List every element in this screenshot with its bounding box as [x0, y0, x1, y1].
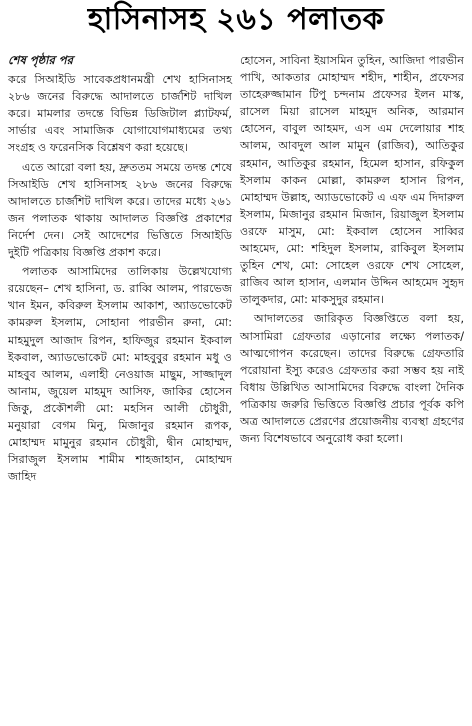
article-paragraph: পলাতক আসামিদের তালিকায় উল্লেখযোগ্য রয়েছেন– শেখ হাসিনা, ড. রাব্বি আলম, পারভেজ খান ইমন, কবিরুল ইসলাম আকাশ, অ্যাডভোকেট কামরুল ইসলাম, সোহানা পারভীন রুনা, মো: মাহমুদুল আজাদ রিপন, হাফিজুর রহমান ইকবাল ইকবাল, অ্যাডভোকেট মো: মাহবুবুর রহমান মধু ও মাহবুব আলম, এলাহী নেওয়াজ মাছুম, সাজ্জাদুল আনাম, জুয়েল মাহমুদ আসিফ, জাকির হোসেন জিকু, প্রকৌশলী মো: মহসিন আলী চৌধুরী, মনুয়ারা বেগম মিনু, মিজানুর রহমান রূপক, মোহাম্মদ মামুনুর রহমান চৌধুরী, দ্বীন মোহাম্মদ, সিরাজুল ইসলাম শামীম শাহজাহান, মোহাম্মদ জাহিদ [8, 265, 232, 484]
article-paragraph: আদালতের জারিকৃত বিজ্ঞপ্তিতে বলা হয়, আসামিরা গ্রেফতার এড়ানোর লক্ষ্যে পলাতক/আত্মগোপন করেছেন। তাদের বিরুদ্ধে গ্রেফতারি পরোয়ানা ইস্যু করেও গ্রেফতার করা সম্ভব হয় নাই বিধায় উল্লিখিত আসামিদের বিরুদ্ধে বাংলা দৈনিক পত্রিকায় জরুরি ভিত্তিতে বিজ্ঞপ্তি প্রচার পূর্বক কপি অত্র আদালতে প্রেরণের প্রয়োজনীয় ব্যবস্থা গ্রহণের জন্য বিশেষভাবে অনুরোধ করা হলো। [240, 312, 464, 446]
article-paragraph: হোসেন, সাবিনা ইয়াসমিন তুহিন, আজিদা পারভীন পাখি, আকতার মোহাম্মদ শহীদ, শাহীন, প্রফেসর তাহেরুজ্জামান টিপু চন্দনাম প্রফেসর ইলন মাস্ক, রাসেল মিয়া রাসেল মাহমুদ অনিক, আরমান হোসেন, বাবুল আহমদ, এস এম দেলোয়ার শাহ আলম, আবদুল আল মামুন (রাজিব), আতিকুর রহমান, আতিকুর রহমান, হিমেল হাসান, রফিকুল ইসলাম কাকন মোল্লা, কামরুল হাসান রিপন, মোহাম্মদ উল্লাহ, অ্যাডভোকেট এ এফ এম দিদারুল ইসলাম, মিজানুর রহমান মিজান, রিয়াজুল ইসলাম ওরফে মাসুম, মো: ইকবাল হোসেন সাব্বির আহমেদ, মো: শহিদুল ইসলাম, রাকিবুল ইসলাম তুহিন শেখ, মো: সোহেল ওরফে শেখ সোহেল, রাজিব আল হাসান, এলমান উদ্দিন আহমেদ সুহৃদ তালুকদার, মো: মাকসুদুর রহমান। [240, 54, 464, 307]
left-column [8, 52, 232, 485]
headline: হাসিনাসহ ২৬১ পলাতক [87, 1, 385, 37]
page-bottom-edge [0, 716, 472, 726]
article-paragraph: করে সিআইডি সাবেকপ্রধানমন্ত্রী শেখ হাসিনাসহ ২৮৬ জনের বিরুদ্ধে আদালতে চার্জশিট দাখিল করে। মামলার তদন্তে বিভিন্ন ডিজিটাল প্ল্যাটফর্ম, সার্ভার এবং সামাজিক যোগাযোগমাধ্যমের তথ্য সংগ্রহ ও ফরেনসিক বিশ্লেষণ করা হয়েছে। [8, 73, 232, 155]
kicker-continued-from: শেষ পৃষ্ঠার পর [8, 53, 73, 67]
right-column [240, 52, 464, 447]
article-paragraph: এতে আরো বলা হয়, দ্রুততম সময়ে তদন্ত শেষে সিআইডি শেখ হাসিনাসহ ২৮৬ জনের বিরুদ্ধে আদালতে চার্জশিট দাখিল করে। তাদের মধ্যে ২৬১ জন পলাতক থাকায় আদালত বিজ্ঞপ্তি প্রকাশের নির্দেশ দেন। সেই আদেশের ভিত্তিতে সিআইডি দুইটি পত্রিকায় বিজ্ঞপ্তি প্রকাশ করে। [8, 160, 232, 260]
